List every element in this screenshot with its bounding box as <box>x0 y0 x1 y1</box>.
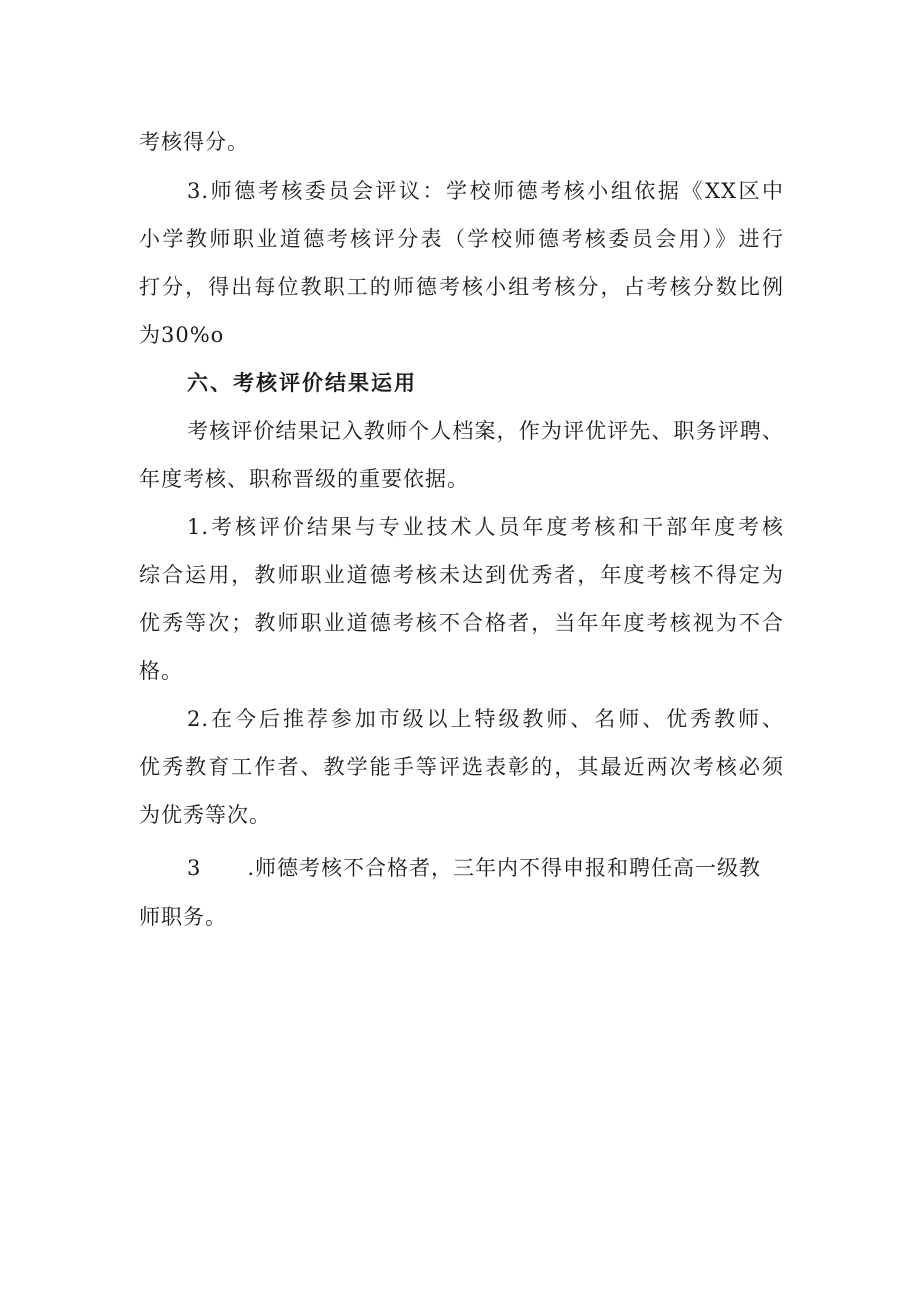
paragraph-line <box>187 854 784 882</box>
paragraph-line: 为30%o <box>139 323 225 347</box>
paragraph-line: 年度考核、职称晋级的重要依据。 <box>139 467 469 491</box>
paragraph-line: 2.在今后推荐参加市级以上特级教师、名师、优秀教师、 <box>187 707 784 731</box>
paragraph-line: 综合运用，教师职业道德考核未达到优秀者，年度考核不得定为 <box>139 563 784 587</box>
paragraph-line: 打分，得出每位教职工的师德考核小组考核分，占考核分数比例 <box>139 275 784 299</box>
list-text: .师德考核不合格者，三年内不得申报和聘任高一级教 <box>247 856 762 880</box>
paragraph-line: 3.师德考核委员会评议：学校师德考核小组依据《XX区中 <box>187 179 784 203</box>
paragraph-line: 优秀等次；教师职业道德考核不合格者，当年年度考核视为不合 <box>139 611 784 635</box>
paragraph-line: 师职务。 <box>139 905 227 929</box>
paragraph-line: 1.考核评价结果与专业技术人员年度考核和干部年度考核 <box>187 515 784 539</box>
paragraph-line: 考核评价结果记入教师个人档案，作为评优评先、职务评聘、 <box>187 419 784 443</box>
paragraph-line: 优秀教育工作者、教学能手等评选表彰的，其最近两次考核必须 <box>139 755 784 779</box>
section-heading: 六、考核评价结果运用 <box>187 371 417 395</box>
paragraph-line: 为优秀等次。 <box>139 803 271 827</box>
paragraph-line: 格。 <box>139 659 183 683</box>
paragraph-line: 考核得分。 <box>139 130 249 154</box>
list-number: 3 <box>187 856 202 880</box>
paragraph-line: 小学教师职业道德考核评分表（学校师德考核委员会用）》进行 <box>139 227 784 251</box>
